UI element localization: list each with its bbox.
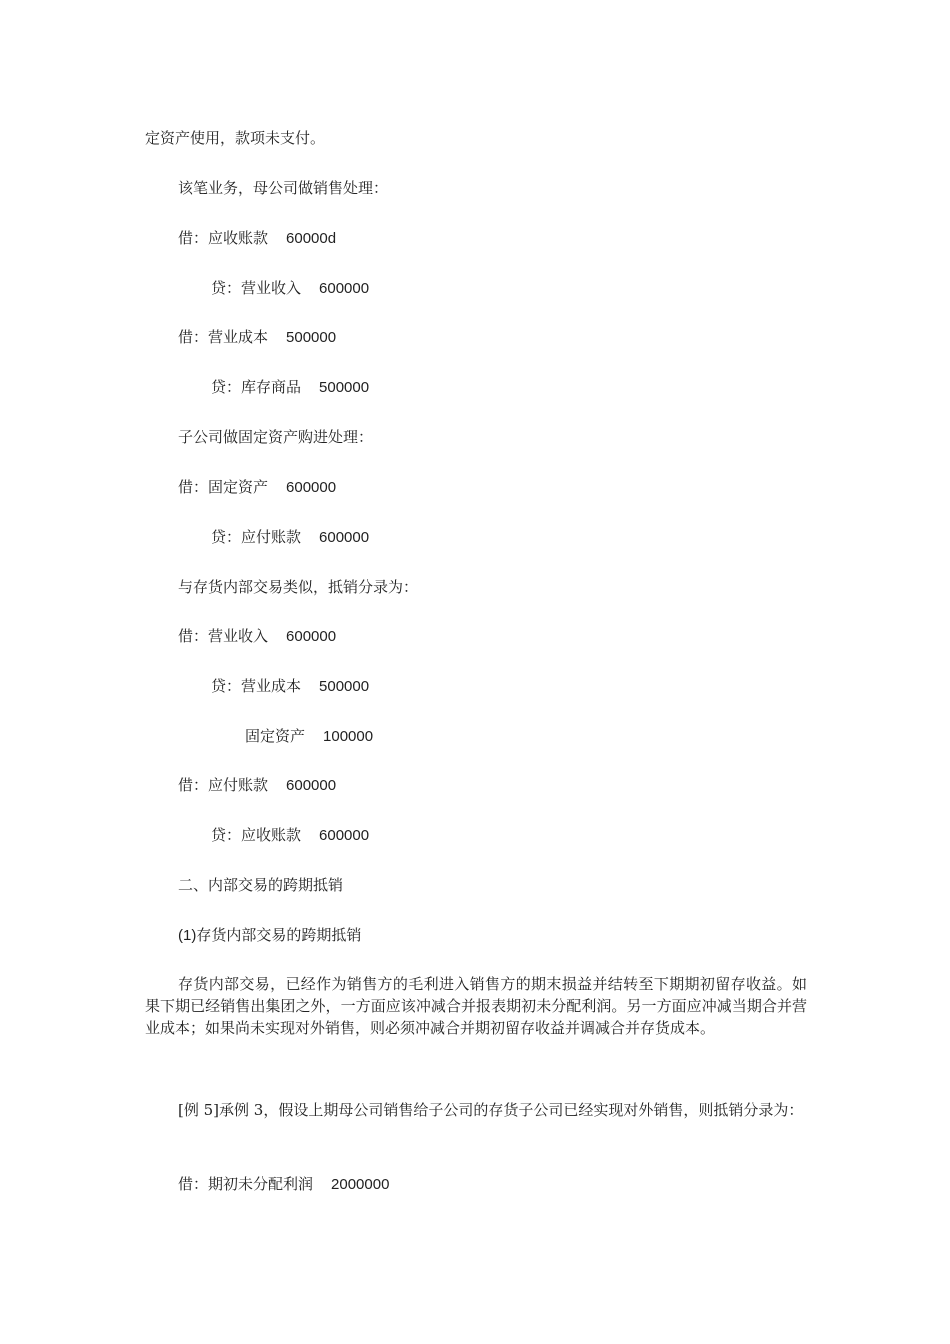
entry-account: 贷：库存商品 [211, 378, 302, 396]
text-line [178, 177, 388, 199]
entry-amount: 100000 [323, 728, 374, 745]
heading-number: (1) [178, 927, 197, 944]
entry-amount: 60000d [286, 230, 337, 247]
entry-amount: 600000 [319, 827, 370, 844]
journal-entry-credit [211, 376, 369, 399]
entry-account: 借：应收账款 [178, 229, 269, 247]
entry-amount: 500000 [319, 379, 370, 396]
journal-entry-debit [178, 227, 336, 250]
heading-text: 二、内部交易的跨期抵销 [178, 876, 344, 894]
entry-account: 贷：营业成本 [211, 677, 302, 695]
entry-amount: 600000 [319, 529, 370, 546]
entry-account: 借：固定资产 [178, 478, 269, 496]
line-text: 子公司做固定资产购进处理： [178, 428, 374, 446]
text-line [178, 576, 418, 598]
entry-amount: 600000 [286, 777, 337, 794]
entry-account: 借：营业成本 [178, 328, 269, 346]
entry-account: 借：应付账款 [178, 776, 269, 794]
text-line [145, 127, 325, 149]
journal-entry-debit [178, 625, 336, 648]
journal-entry-credit [211, 824, 369, 847]
entry-amount: 2000000 [331, 1176, 390, 1193]
journal-entry-credit [211, 675, 369, 698]
entry-amount: 500000 [286, 329, 337, 346]
entry-account: 贷：营业收入 [211, 279, 302, 297]
entry-account: 贷：应收账款 [211, 826, 302, 844]
entry-account: 借：期初未分配利润 [178, 1175, 314, 1193]
journal-entry-debit [178, 476, 336, 499]
section-heading [178, 874, 343, 896]
entry-amount: 600000 [286, 628, 337, 645]
journal-entry-debit [178, 1173, 389, 1196]
example-paragraph: [例 5]承例 3，假设上期母公司销售给子公司的存货子公司已经实现对外销售，则抵销分录为： [178, 1101, 804, 1119]
entry-amount: 600000 [286, 479, 337, 496]
journal-entry-debit [178, 326, 336, 349]
journal-entry-credit [211, 526, 369, 549]
entry-account: 固定资产 [245, 727, 306, 745]
heading-text: 存货内部交易的跨期抵销 [196, 926, 362, 944]
line-text: 定资产使用，款项未支付。 [145, 129, 326, 147]
entry-account: 借：营业收入 [178, 627, 269, 645]
line-text: 与存货内部交易类似，抵销分录为： [178, 578, 419, 596]
journal-entry-credit [211, 277, 369, 300]
body-paragraph: 存货内部交易，已经作为销售方的毛利进入销售方的期末损益并结转至下期期初留存收益。如果下期已经销售出集团之外，一方面应该冲减合并报表期初未分配利润。另一方面应冲减当期合并营业成本；如果尚未实现对外销售，则必须冲减合并期初留存收益并调减合并存货成本。 [145, 975, 807, 1037]
entry-amount: 500000 [319, 678, 370, 695]
entry-amount: 600000 [319, 280, 370, 297]
subsection-heading [178, 924, 361, 947]
entry-account: 贷：应付账款 [211, 528, 302, 546]
journal-entry-debit [178, 774, 336, 797]
journal-entry-credit [245, 725, 373, 748]
text-line [178, 426, 373, 448]
line-text: 该笔业务，母公司做销售处理： [178, 179, 389, 197]
